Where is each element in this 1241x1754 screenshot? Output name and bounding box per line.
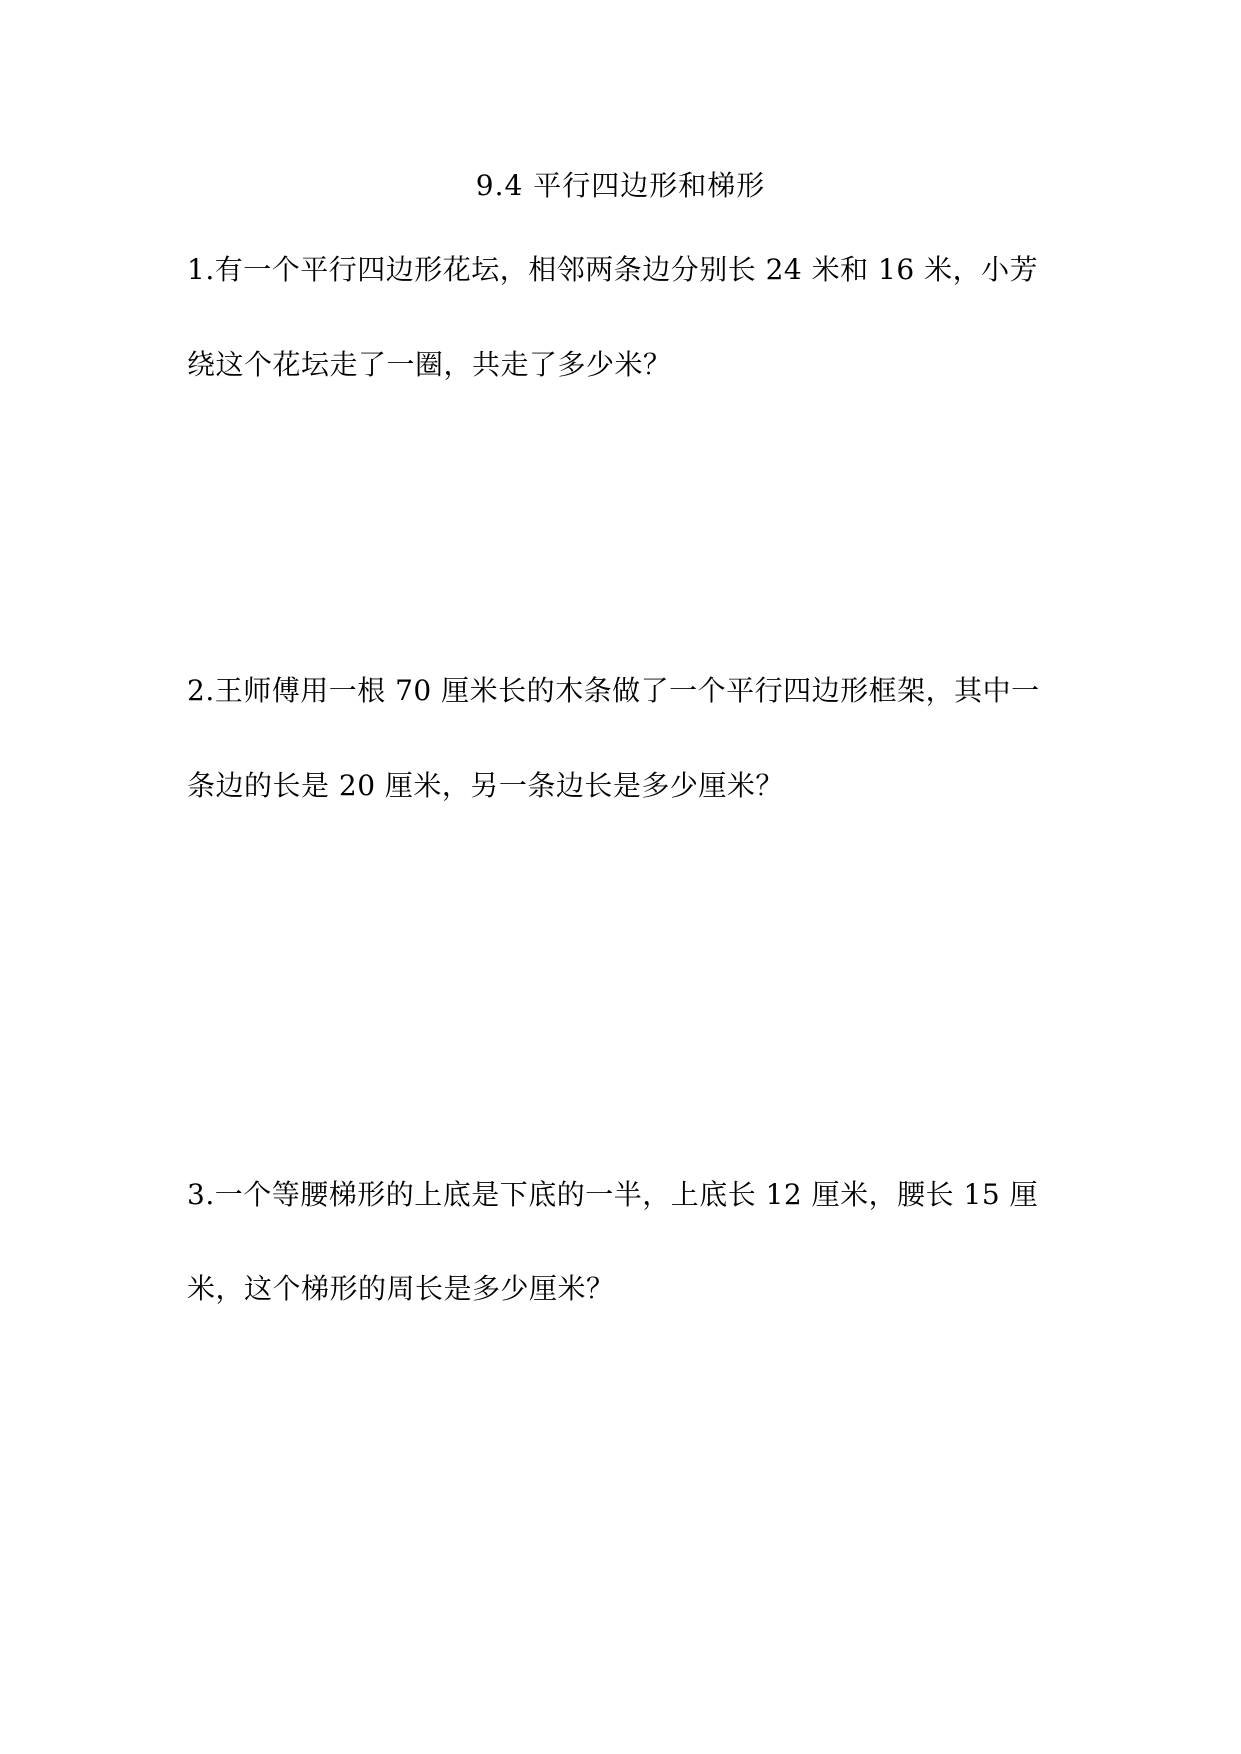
question-1-line-2: 绕这个花坛走了一圈，共走了多少米？ xyxy=(187,348,672,381)
question-2-line-1: 2.王师傅用一根 70 厘米长的木条做了一个平行四边形框架，其中一 xyxy=(187,674,1040,707)
question-2-line-2: 条边的长是 20 厘米，另一条边长是多少厘米？ xyxy=(187,769,784,802)
question-1-line-1: 1.有一个平行四边形花坛，相邻两条边分别长 24 米和 16 米，小芳 xyxy=(187,253,1039,286)
question-3-line-2: 米，这个梯形的周长是多少厘米？ xyxy=(187,1272,615,1305)
page-title: 9.4 平行四边形和梯形 xyxy=(475,169,766,202)
question-3-line-1: 3.一个等腰梯形的上底是下底的一半，上底长 12 厘米，腰长 15 厘 xyxy=(187,1178,1039,1211)
